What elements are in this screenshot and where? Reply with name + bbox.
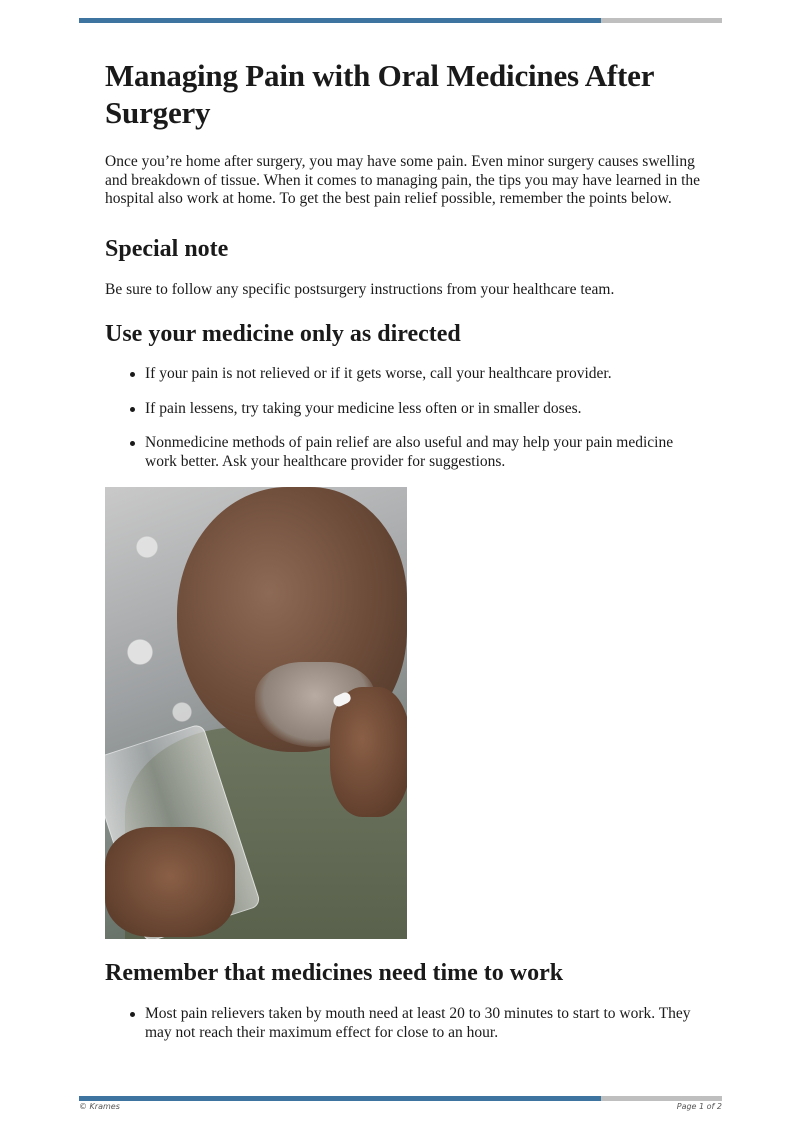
section-heading-special-note: Special note xyxy=(105,235,229,262)
list-item: Nonmedicine methods of pain relief are also useful and may help your pain medicine work better. Ask your healthcare provider for suggestions. xyxy=(105,434,705,471)
document-body xyxy=(105,57,705,1042)
use-medicine-list xyxy=(105,365,705,471)
special-note-paragraph: Be sure to follow any specific postsurgery instructions from your healthcare team. xyxy=(105,280,615,298)
section-heading-medicines-time: Remember that medicines need time to work xyxy=(105,960,564,986)
page-title: Managing Pain with Oral Medicines After Surgery xyxy=(105,58,654,130)
list-item: Most pain relievers taken by mouth need at least 20 to 30 minutes to start to work. They may not reach their maximum effect for close to an hour. xyxy=(105,1005,705,1042)
section-heading-use-medicine: Use your medicine only as directed xyxy=(105,321,461,347)
bottom-rule xyxy=(79,1096,722,1101)
bottom-rule-accent xyxy=(79,1096,601,1101)
intro-paragraph: Once you’re home after surgery, you may have some pain. Even minor surgery causes swelling and breakdown of tissue. When it comes to managing pain, the tips you may have learned in the hospital also work at home. To get the best pain relief possible, remember the points below. xyxy=(105,153,701,207)
photo-left-hand xyxy=(105,827,235,937)
list-item: If your pain is not relieved or if it gets worse, call your healthcare provider. xyxy=(105,365,705,384)
copyright-text: © Krames xyxy=(79,1102,120,1111)
top-rule-grey xyxy=(601,18,722,23)
bottom-rule-grey xyxy=(601,1096,722,1101)
page-footer xyxy=(79,1102,722,1111)
list-item: If pain lessens, try taking your medicine less often or in smaller doses. xyxy=(105,400,705,419)
top-rule xyxy=(79,18,722,23)
photo-right-hand xyxy=(330,687,407,817)
man-taking-pill-photo xyxy=(105,487,407,939)
top-rule-accent xyxy=(79,18,601,23)
medicines-time-list xyxy=(105,1005,705,1042)
page-number: Page 1 of 2 xyxy=(676,1102,722,1111)
